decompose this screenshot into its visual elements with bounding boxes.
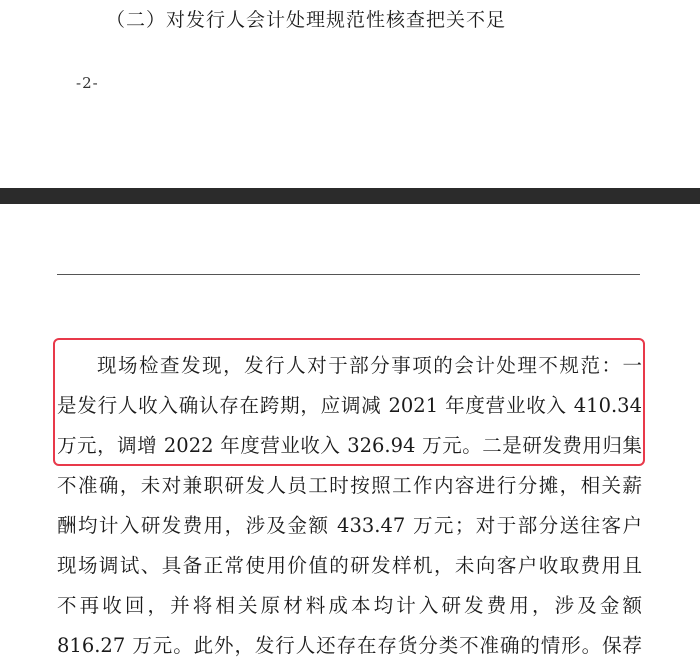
paragraph-line: 现场检查发现，发行人对于部分事项的会计处理不规范：一 <box>97 354 642 377</box>
page-separator <box>0 188 700 204</box>
paragraph-line: 不准确，未对兼职研发人员工时按照工作内容进行分摊，相关薪 <box>57 474 642 497</box>
section-heading: （二）对发行人会计处理规范性核查把关不足 <box>106 9 507 31</box>
paragraph-line: 酬均计入研发费用，涉及金额 433.47 万元；对于部分送往客户 <box>57 514 642 537</box>
page-number: -2- <box>76 74 99 92</box>
paragraph-line: 现场调试、具备正常使用价值的研发样机，未向客户收取费用且 <box>57 554 642 577</box>
header-rule <box>57 274 640 275</box>
paragraph-line: 万元，调增 2022 年度营业收入 326.94 万元。二是研发费用归集 <box>57 434 642 457</box>
paragraph-line: 是发行人收入确认存在跨期，应调减 2021 年度营业收入 410.34 <box>57 394 642 417</box>
lower-page <box>0 204 700 657</box>
body-paragraph <box>57 346 642 666</box>
upper-page <box>0 0 700 188</box>
paragraph-line: 816.27 万元。此外，发行人还存在存货分类不准确的情形。保荐 <box>57 634 642 657</box>
paragraph-line: 不再收回，并将相关原材料成本均计入研发费用，涉及金额 <box>57 594 642 617</box>
